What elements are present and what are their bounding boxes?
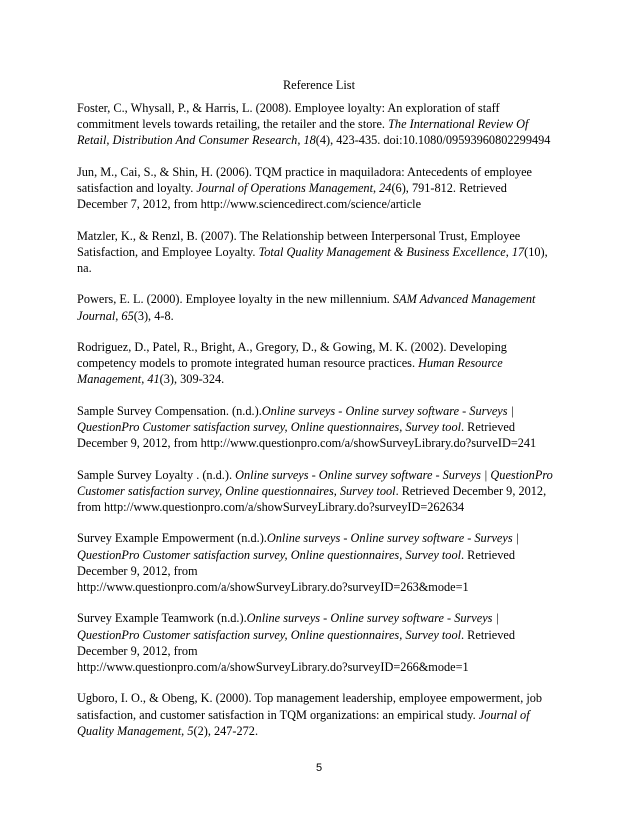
reference-italic-text: SAM Advanced Management [392,292,536,307]
reference-text: Sample Survey Compensation. (n.d.). [77,403,262,418]
reference-entry [77,291,567,323]
reference-text: http://www.questionpro.com/a/showSurveyLibrary.do?surveyID=263&mode=1 [77,579,469,594]
reference-entry [77,467,567,516]
reference-text: , [297,133,304,148]
reference-text: (3), 309-324. [159,372,225,387]
reference-text: Survey Example Teamwork (n.d.). [77,611,247,626]
reference-text: http://www.questionpro.com/a/showSurveyLibrary.do?surveyID=266&mode=1 [77,659,469,674]
reference-italic-text: The International Review Of [388,117,529,132]
reference-entry [77,403,567,452]
reference-entry [77,100,567,149]
reference-text: Survey Example Empowerment (n.d.). [77,531,267,546]
reference-text: December 9, 2012, from [77,643,198,658]
reference-text: , [505,244,512,259]
reference-italic-text: Journal [77,308,116,323]
reference-text: Jun, M., Cai, S., & Shin, H. (2006). TQM practice in maquiladora: Antecedents of employee [77,164,533,179]
reference-text: Satisfaction, and Employee Loyalty. [77,244,259,259]
reference-text: December 7, 2012, from http://www.sciencedirect.com/science/article [77,197,422,212]
reference-italic-text: 24 [379,181,392,195]
reference-italic-text: 41 [147,372,160,387]
reference-italic-text: Management [77,372,142,387]
reference-text: from http://www.questionpro.com/a/showSurveyLibrary.do?surveyID=262634 [77,499,465,514]
reference-italic-text: 5 [187,723,194,738]
reference-italic-text: QuestionPro Customer satisfaction survey, Online questionnaires, Survey tool [77,419,462,434]
page-number: 5 [315,762,323,774]
reference-italic-text: Online surveys - Online survey software - Surveys | [261,403,514,418]
reference-text: , [141,372,148,387]
reference-text: December 9, 2012, from [77,563,198,578]
reference-text: . Retrieved [461,627,515,642]
reference-text: competency models to promote integrated human resource practices. [77,356,419,371]
reference-text: . Retrieved December 9, 2012, [395,483,547,498]
reference-entry [77,530,567,595]
reference-text: (2), 247-272. [193,723,259,738]
reference-italic-text: Customer satisfaction survey, Online questionnaires, Survey tool [77,483,396,498]
reference-list [77,100,567,754]
reference-text: , [181,723,188,738]
reference-text: . Retrieved [461,547,515,562]
reference-entry [77,228,567,277]
reference-text: (3), 4-8. [133,308,174,323]
reference-text: Matzler, K., & Renzl, B. (2007). The Relationship between Interpersonal Trust, Employee [77,228,521,243]
reference-italic-text: 65 [121,308,134,323]
reference-text: December 9, 2012, from http://www.questionpro.com/a/showSurveyLibrary.do?surveID=241 [77,436,537,451]
reference-text: (6), 791-812. Retrieved [391,181,507,195]
reference-text: . Retrieved [461,419,515,434]
reference-text: Ugboro, I. O., & Obeng, K. (2000). Top management leadership, employee empowerment, job [77,691,543,706]
reference-entry [77,164,567,213]
reference-italic-text: QuestionPro Customer satisfaction survey, Online questionnaires, Survey tool [77,627,462,642]
reference-italic-text: Retail, Distribution And Consumer Research [77,133,298,148]
reference-italic-text: QuestionPro Customer satisfaction survey, Online questionnaires, Survey tool [77,547,462,562]
reference-italic-text: Online surveys - Online survey software - Surveys | [246,611,499,626]
reference-italic-text: Quality Management [77,723,182,738]
reference-text: Sample Survey Loyalty . (n.d.). [77,467,236,482]
reference-entry [77,690,567,739]
reference-italic-text: 17 [511,244,525,259]
reference-italic-text: 18 [303,133,316,148]
reference-text: (4), 423-435. doi:10.1080/09593960802299494 [315,133,551,148]
reference-text: Powers, E. L. (2000). Employee loyalty in the new millennium. [77,292,393,307]
reference-italic-text: Online surveys - Online survey software - Surveys | [266,531,520,546]
reference-text: satisfaction and loyalty. [77,181,197,195]
reference-italic-text: Total Quality Management & Business Excellence [258,244,506,259]
reference-text: , [115,308,122,323]
reference-italic-text: Online surveys - Online survey software - Surveys | QuestionPro [235,467,553,482]
reference-text: na. [77,261,92,275]
reference-entry [77,339,567,388]
reference-italic-text: Human Resource [418,356,503,371]
reference-text: (10), [524,244,548,259]
reference-text: Rodriguez, D., Patel, R., Bright, A., Gregory, D., & Gowing, M. K. (2002). Developing [77,339,507,354]
reference-list-heading: Reference List [282,78,356,92]
reference-text: , [373,181,380,195]
reference-text: commitment levels towards retailing, the retailer and the store. [77,117,389,132]
reference-italic-text: Journal of [478,707,530,722]
reference-text: satisfaction, and customer satisfaction in TQM organizations: an empirical study. [77,707,479,722]
reference-text: Foster, C., Whysall, P., & Harris, L. (2008). Employee loyalty: An exploration of staff [77,101,500,115]
reference-italic-text: Journal of Operations Management [196,181,373,195]
reference-entry [77,610,567,675]
